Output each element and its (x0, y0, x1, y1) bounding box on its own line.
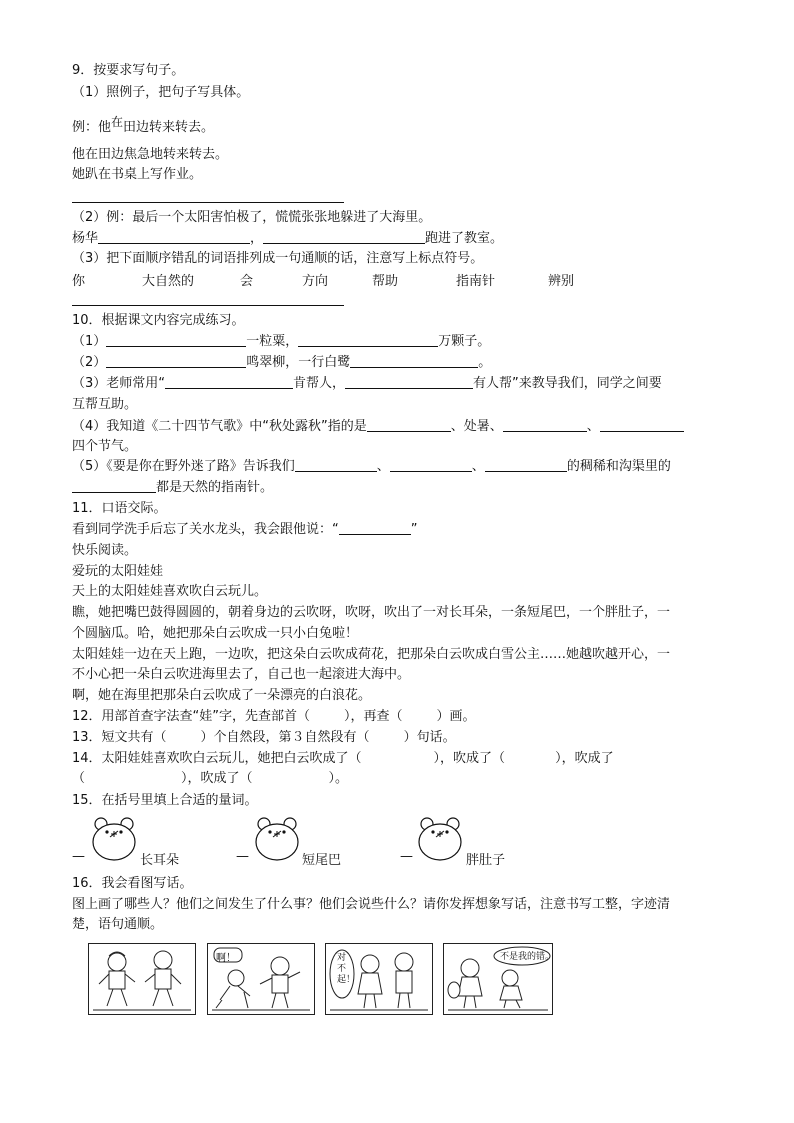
q9-part2-fill: 杨华 ， 跑进了教室。 (72, 231, 504, 246)
story-para3-cont: 不小心把一朵白云吹进海里去了，自己也一起滚进大海中。 (72, 667, 411, 682)
reading-heading: 快乐阅读。 (72, 543, 138, 558)
example-rest: 田边转来转去。 (123, 120, 215, 135)
speech-bubble-sorry: 对不起！ (337, 953, 356, 985)
word-item: 你 (72, 274, 86, 289)
q9-example-full: 他在田边焦急地转来转去。 (72, 147, 229, 162)
q11-title: 11．口语交际。 (72, 501, 167, 516)
q10-line2: （2） 鸣翠柳，一行白鹭 。 (72, 355, 492, 370)
fill-blank[interactable] (298, 333, 438, 347)
fill-blank[interactable] (72, 479, 156, 493)
story-para2: 瞧，她把嘴巴鼓得圆圆的，朝着身边的云吹呀，吹呀，吹出了一对长耳朵，一条短尾巴，一个胖肚子，一 (72, 605, 671, 620)
q14: 14．太阳娃娃喜欢吹白云玩儿，她把白云吹成了（ ），吹成了（ ），吹成了 (72, 751, 614, 766)
fill-blank[interactable] (263, 230, 425, 244)
children-walking-illustration (89, 944, 195, 1014)
q15-item: 长耳朵 (140, 853, 180, 868)
story-title: 爱玩的太阳娃娃 (72, 564, 164, 579)
bear-icon (90, 814, 138, 862)
fill-blank[interactable] (367, 418, 451, 432)
word-item: 会 (240, 274, 254, 289)
fill-blank[interactable] (345, 375, 473, 389)
word-item: 方向 (302, 274, 329, 289)
q9-task: 她趴在书桌上写作业。 (72, 167, 203, 182)
q16-desc-cont: 楚，语句通顺。 (72, 917, 164, 932)
q10-line5-cont: 都是天然的指南针。 (72, 479, 273, 497)
example-inserted-char: 在 (111, 115, 124, 129)
q16-desc: 图上画了哪些人？他们之间发生了什么事？他们会说些什么？请你发挥想象写话，注意书写工整，字迹清 (72, 897, 671, 912)
q9-example (72, 115, 215, 137)
q10-line3: （3）老师常用“ 肯帮人， 有人帮”来教导我们，同学之间要 (72, 376, 662, 391)
q9-answer-line-2[interactable] (72, 305, 344, 306)
q14-cont: （ ），吹成了（ ）。 (72, 771, 349, 786)
word-item: 辨别 (548, 274, 575, 289)
fill-blank[interactable] (485, 458, 567, 472)
q9-part3: （3）把下面顺序错乱的词语排列成一句通顺的话，注意写上标点符号。 (72, 251, 484, 266)
fill-blank[interactable] (98, 230, 250, 244)
q16-title: 16．我会看图写话。 (72, 876, 193, 891)
q15-dash[interactable]: — (236, 849, 249, 864)
fill-blank[interactable] (390, 458, 472, 472)
q9-title: 9．按要求写句子。 (72, 63, 185, 78)
q11-line: 看到同学洗手后忘了关水龙头，我会跟他说：“ ” (72, 522, 418, 537)
story-para3: 太阳娃娃一边在天上跑，一边吹，把这朵白云吹成荷花，把那朵白云吹成白雪公主……她越吹越开心，一 (72, 647, 671, 662)
q9-part2: （2）例：最后一个太阳害怕极了，慌慌张张地躲进了大海里。 (72, 210, 432, 225)
q9-part1: （1）照例子，把句子写具体。 (72, 85, 250, 100)
example-prefix: 例：他 (72, 120, 112, 135)
q10-title: 10．根据课文内容完成练习。 (72, 313, 245, 328)
q10-line5: （5）《要是你在野外迷了路》告诉我们 、 、 的稠稀和沟渠里的 (72, 459, 671, 474)
word-item: 指南针 (456, 274, 496, 289)
q15-title: 15．在括号里填上合适的量词。 (72, 793, 258, 808)
bear-icon (253, 814, 301, 862)
fill-blank[interactable] (295, 458, 377, 472)
fill-blank[interactable] (106, 354, 246, 368)
fill-blank[interactable] (165, 375, 293, 389)
q9-answer-line-1[interactable] (72, 202, 344, 203)
story-para1: 天上的太阳娃娃喜欢吹白云玩儿。 (72, 584, 268, 599)
fill-blank[interactable] (503, 418, 587, 432)
q10-line4: （4）我知道《二十四节气歌》中“秋处露秋”指的是 、处暑、 、 (72, 418, 684, 436)
picture-panel-4 (443, 943, 553, 1015)
picture-panel-2 (207, 943, 315, 1015)
q15-item: 短尾巴 (302, 853, 342, 868)
fill-blank[interactable] (350, 354, 478, 368)
speech-bubble-not-my-fault: 不是我的错。 (500, 952, 555, 962)
speech-bubble-ah: 啊！ (216, 953, 236, 964)
bear-icon (416, 814, 464, 862)
fill-blank[interactable] (106, 333, 246, 347)
story-para2-cont: 个圆脑瓜。哈，她把那朵白云吹成一只小白兔啦！ (72, 626, 359, 641)
picture-panel-1 (88, 943, 196, 1015)
picture-panel-3 (325, 943, 433, 1015)
fill-blank[interactable] (339, 521, 411, 535)
q10-line3-cont: 互帮互助。 (72, 397, 138, 412)
q12: 12．用部首查字法查“娃”字，先查部首（ ），再查（ ）画。 (72, 709, 476, 724)
q15-dash[interactable]: — (400, 849, 413, 864)
word-item: 大自然的 (142, 274, 195, 289)
story-para4: 啊，她在海里把那朵白云吹成了一朵漂亮的白浪花。 (72, 688, 372, 703)
q10-line1: （1） 一粒粟， 万颗子。 (72, 334, 491, 349)
q13: 13．短文共有（ ）个自然段，第３自然段有（ ）句话。 (72, 730, 456, 745)
fill-blank[interactable] (600, 418, 684, 432)
q15-dash[interactable]: — (72, 849, 85, 864)
q15-item: 胖肚子 (466, 853, 506, 868)
word-item: 帮助 (372, 274, 399, 289)
q10-line4-cont: 四个节气。 (72, 439, 138, 454)
